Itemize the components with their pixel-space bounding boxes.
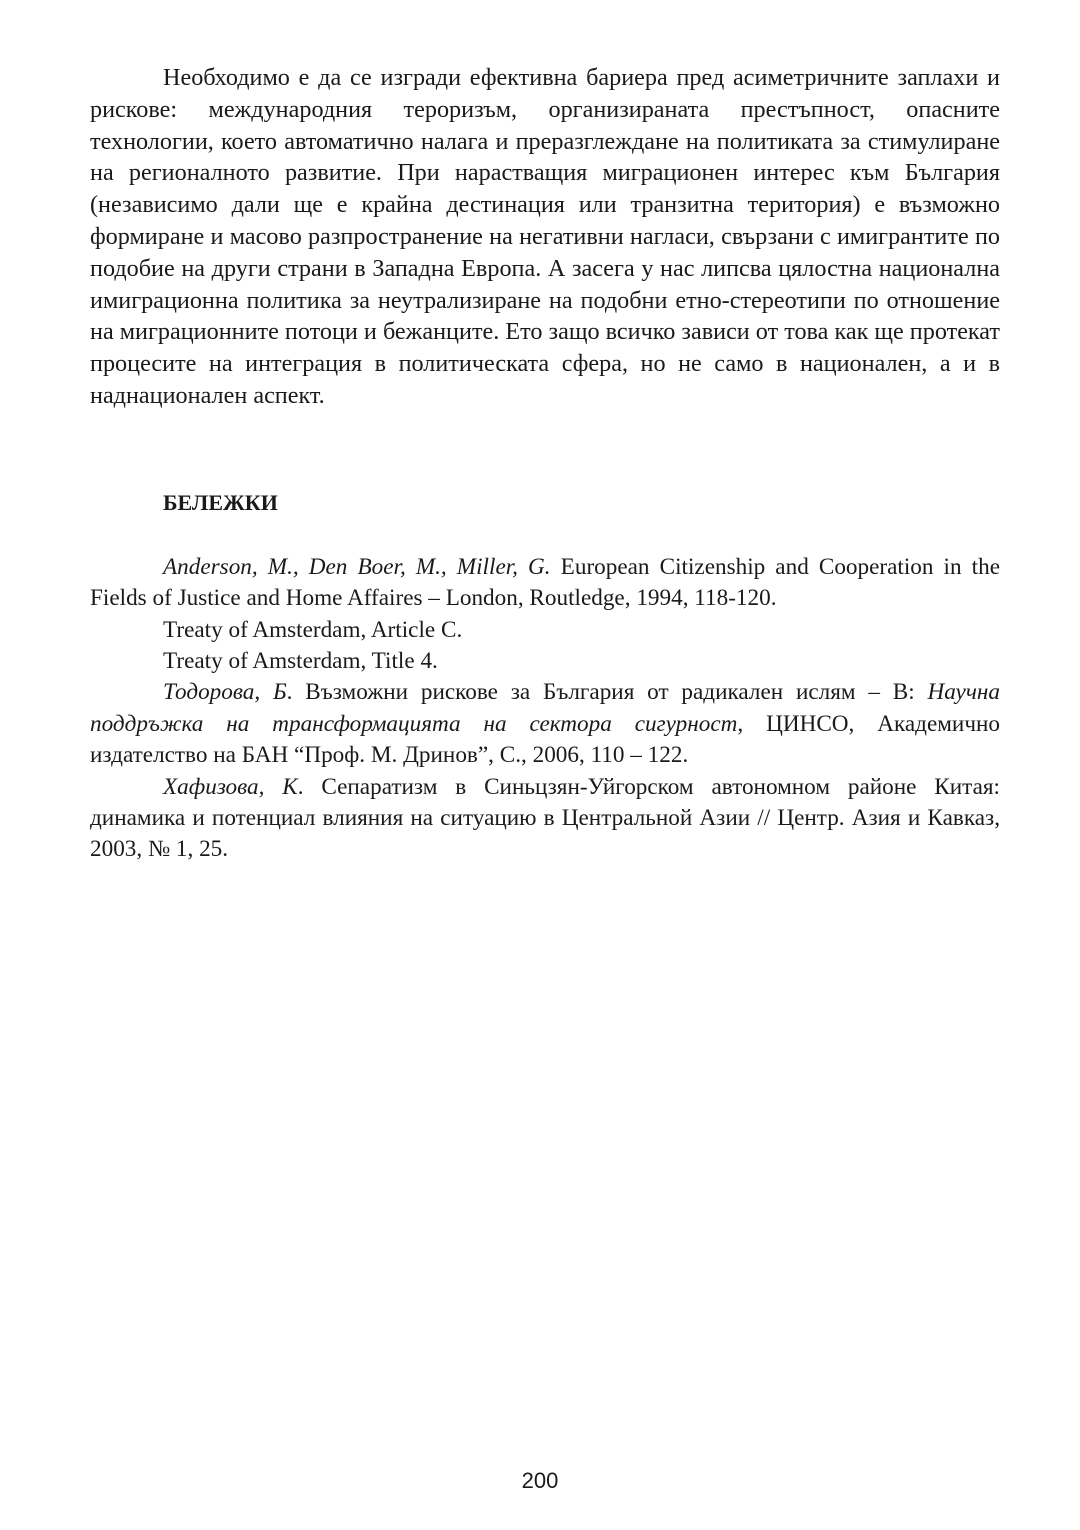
note-4 (90, 677, 1000, 771)
note-1 (90, 552, 1000, 615)
note-1-text: European Citizenship and Cooperation in the Fields of Justice and Home Affaires – London, Routledge, 1994, 118-120. (90, 553, 1000, 612)
notes-heading: БЕЛЕЖКИ (163, 489, 278, 515)
note-1-authors: Anderson, M., Den Boer, M., Miller, G. (163, 553, 551, 580)
page-content (90, 62, 1000, 866)
note-5-text: . Сепаратизм в Синьцзян-Уйгорском автономном районе Китая: динамика и потенциал влияния на ситуацию в Центральной Азии // Центр. Азия и Кавказ, 2003, № 1, 25. (90, 773, 1000, 863)
note-4-author: Тодорова, Б (163, 679, 287, 706)
note-5-author: Хафизова, К (163, 773, 298, 800)
body-paragraph: Необходимо е да се изгради ефективна бариера пред асиметричните заплахи и рискове: международния тероризъм, организираната престъпност, опасните технологии, което автоматично налага и преразглеждане на политиката за стимулиране на регионалното развитие. При нарастващия миграционен интерес към България (независимо дали ще е крайна дестинация или транзитна територия) е възможно формиране и масово разпространение на негативни нагласи, свързани с имигрантите по подобие на други страни в Западна Европа. А засега у нас липсва цялостна национална имиграционна политика за неутрализиране на подобни етно-стереотипи по отношение на миграционните потоци и бежанците. Ето защо всичко зависи от това как ще протекат процесите на интеграция в политическата сфера, но не само в национален, а и в наднационален аспект. (90, 64, 1000, 409)
note-2 (90, 615, 1000, 646)
note-3-text: Treaty of Amsterdam, Title 4. (163, 647, 438, 674)
note-2-text: Treaty of Amsterdam, Article C. (163, 616, 463, 643)
note-4-title: Научна поддръжка на трансформацията на сектора сигурност (90, 679, 1000, 737)
note-4-text-1: . Възможни рискове за България от радикален ислям – В: (286, 679, 928, 706)
note-5 (90, 772, 1000, 866)
note-4-text-2: , ЦИНСО, Академично издателство на БАН “Проф. М. Дринов”, С., 2006, 110 – 122. (90, 710, 1001, 769)
notes-list (90, 552, 1000, 866)
note-3 (90, 646, 1000, 677)
page-number: 200 (521, 1468, 559, 1493)
